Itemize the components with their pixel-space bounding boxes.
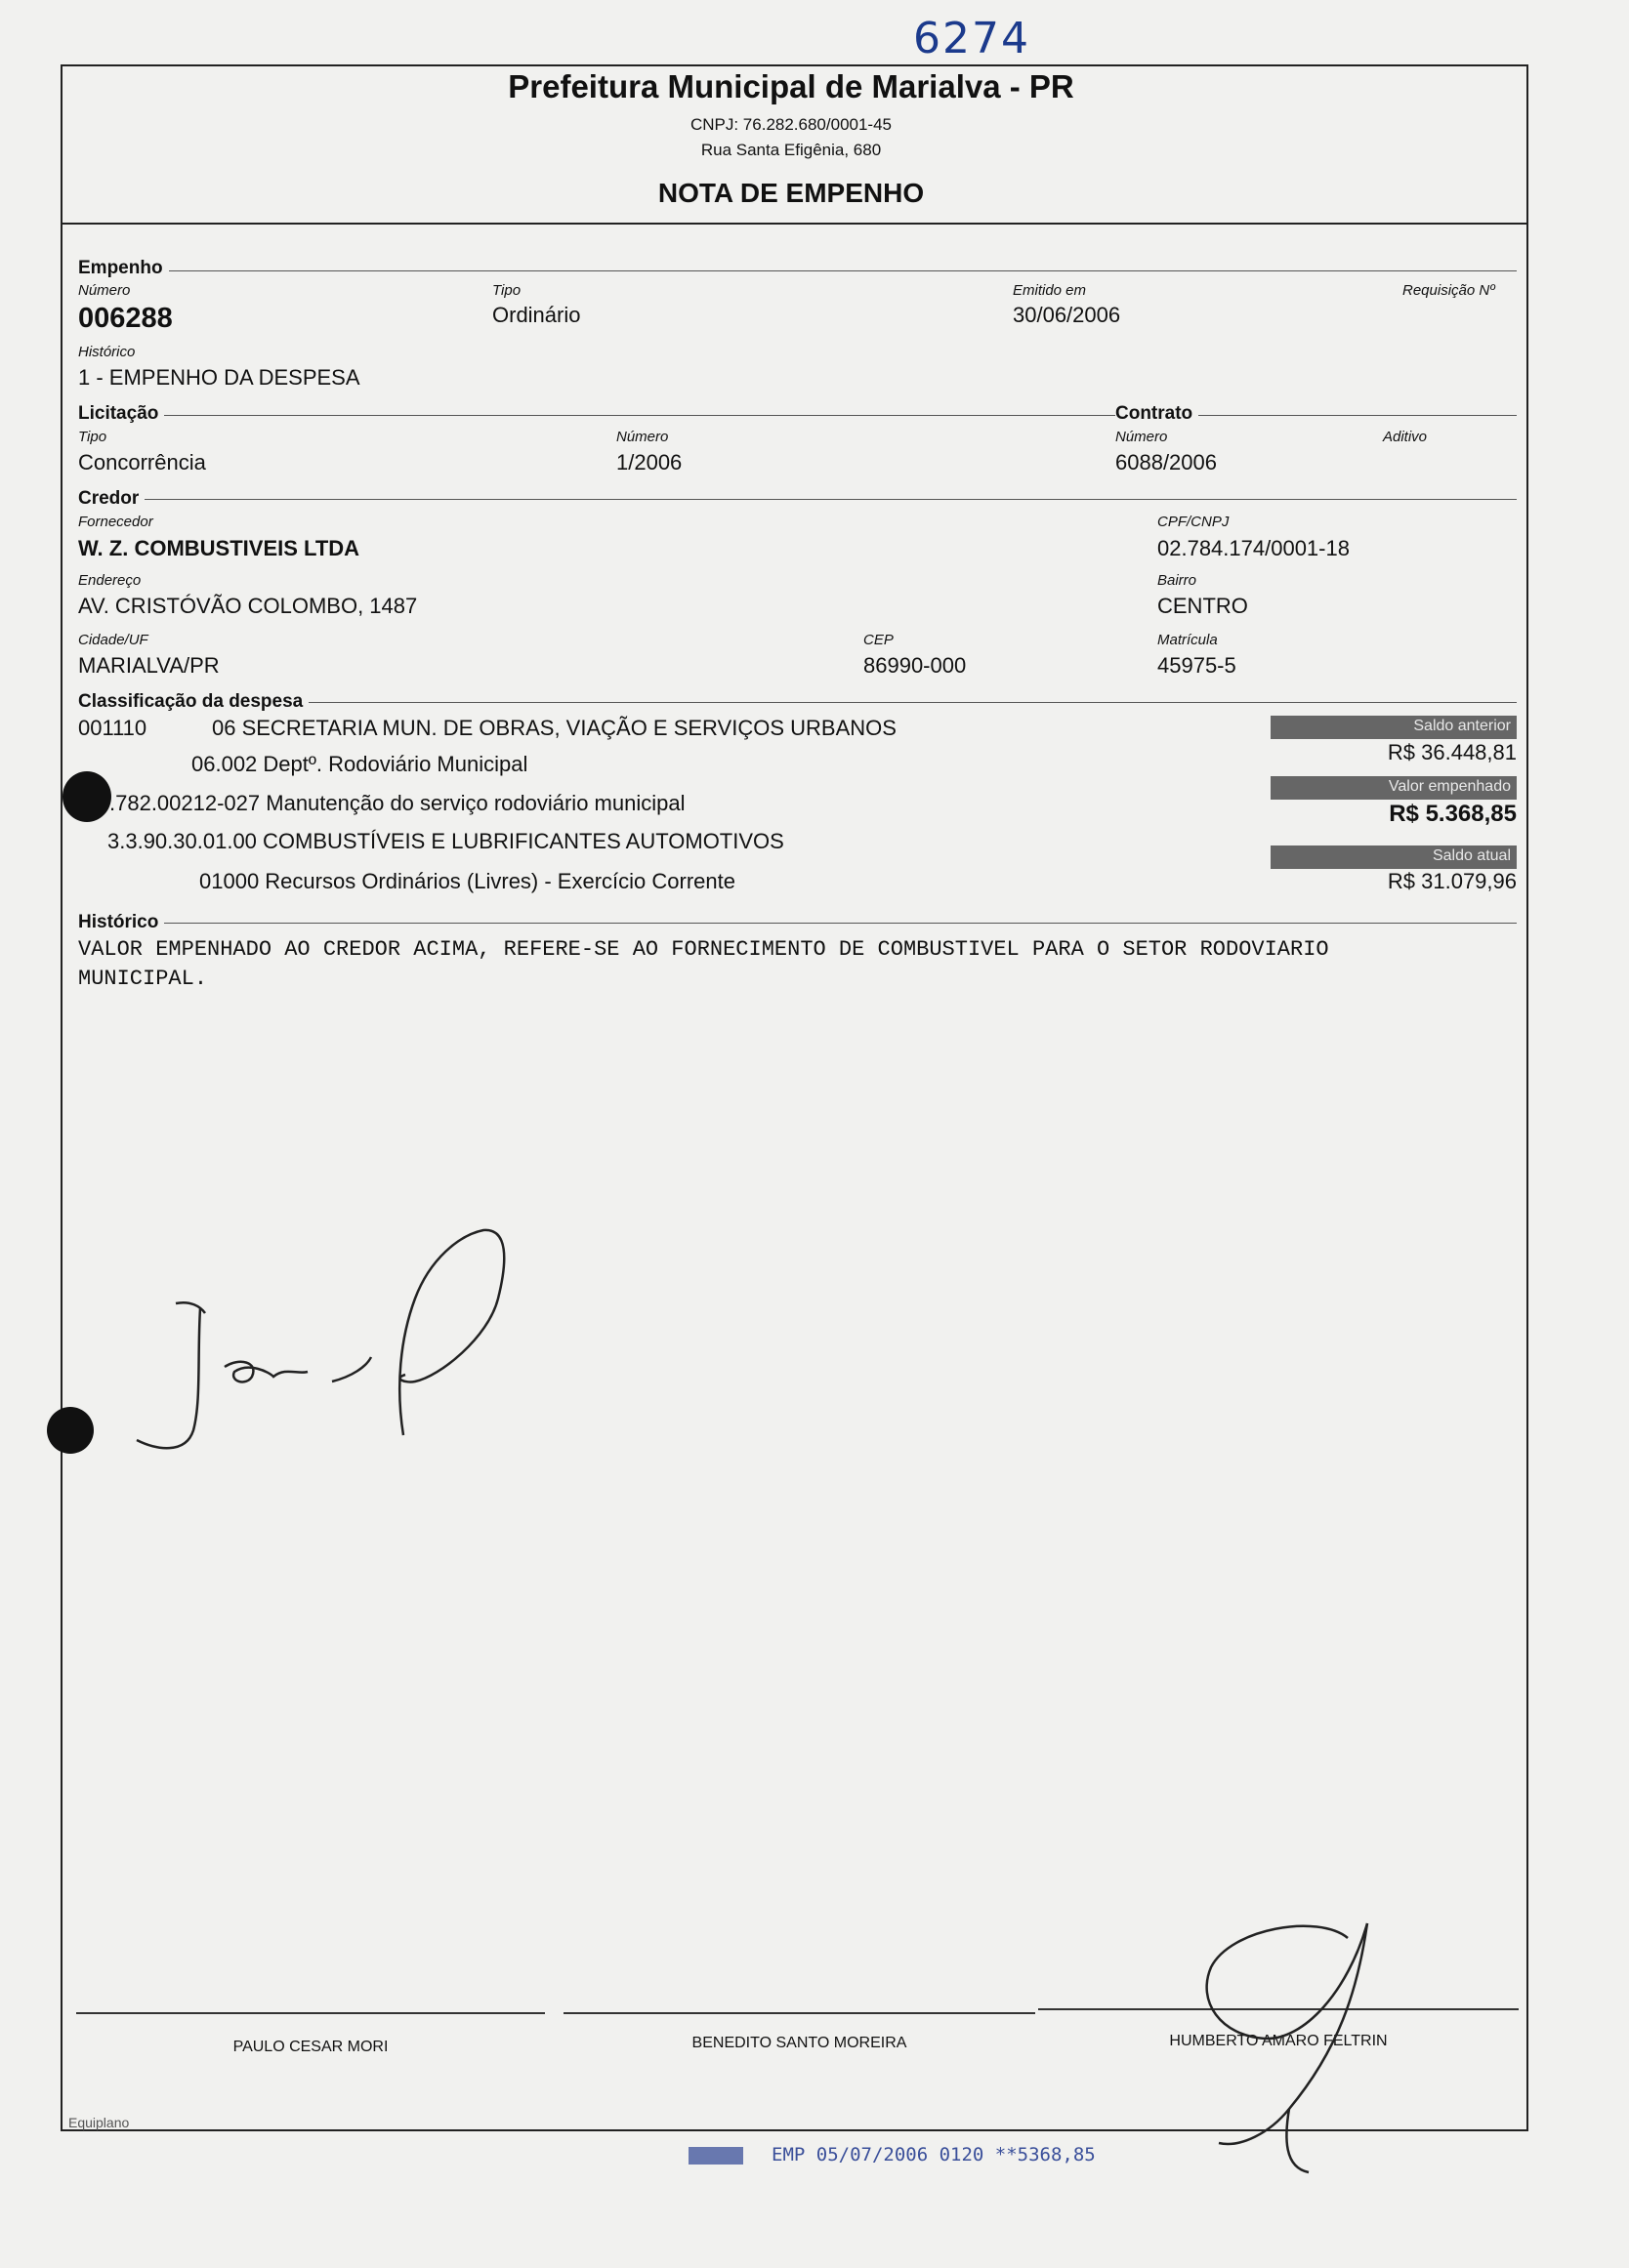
licitacao-tipo-label: Tipo — [78, 429, 107, 445]
valor-empenhado-label: Valor empenhado — [1271, 776, 1517, 800]
document-title: NOTA DE EMPENHO — [657, 178, 925, 208]
signatory-1: PAULO CESAR MORI — [232, 2039, 389, 2055]
emitido-label: Emitido em — [1013, 282, 1087, 299]
credor-cnpj: 02.784.174/0001-18 — [1157, 536, 1350, 560]
saldo-anterior-label: Saldo anterior — [1271, 716, 1517, 739]
classificacao-unidade: 06.002 Deptº. Rodoviário Municipal — [191, 752, 528, 776]
org-name: Prefeitura Municipal de Marialva - PR — [508, 68, 1074, 104]
licitacao-numero-label: Número — [616, 429, 669, 445]
historico-rule — [78, 923, 1517, 924]
licitacao-rule — [78, 415, 1517, 416]
licitacao-section-label: Licitação — [78, 403, 164, 425]
software-label: Equiplano — [68, 2115, 130, 2130]
saldo-atual-value: R$ 31.079,96 — [1387, 869, 1517, 893]
credor-matricula: 45975-5 — [1157, 653, 1236, 678]
org-address: Rua Santa Efigênia, 680 — [700, 141, 882, 159]
endereco-label: Endereço — [78, 572, 142, 589]
classificacao-code: 001110 — [78, 716, 147, 740]
stamp-logo — [689, 2147, 743, 2165]
saldo-anterior-value: R$ 36.448,81 — [1387, 740, 1517, 764]
classificacao-section-label: Classificação da despesa — [78, 691, 309, 713]
historico-section-label: Histórico — [78, 912, 164, 933]
contrato-section-label: Contrato — [1115, 403, 1198, 425]
empenho-tipo-label: Tipo — [492, 282, 522, 299]
saldo-atual-label: Saldo atual — [1271, 845, 1517, 869]
empenho-rule — [78, 270, 1517, 271]
ink-blot — [63, 771, 111, 822]
empenho-historico-label: Histórico — [78, 344, 136, 360]
org-cnpj: CNPJ: 76.282.680/0001-45 — [689, 115, 893, 134]
header-divider — [61, 223, 1528, 225]
matricula-label: Matrícula — [1157, 632, 1218, 648]
handwritten-number: 6274 — [913, 14, 1030, 63]
empenho-section-label: Empenho — [78, 258, 169, 279]
classificacao-programa: .782.00212-027 Manutenção do serviço rodoviário municipal — [109, 791, 686, 815]
handwritten-initials — [1172, 1914, 1406, 2206]
licitacao-tipo: Concorrência — [78, 450, 206, 474]
signature-line-2 — [564, 2012, 1035, 2014]
empenho-historico: 1 - EMPENHO DA DESPESA — [78, 365, 360, 390]
cidade-label: Cidade/UF — [78, 632, 148, 648]
historico-text-line1: VALOR EMPENHADO AO CREDOR ACIMA, REFERE-SE AO FORNECIMENTO DE COMBUSTIVEL PARA O SETOR RODOVIARIO — [78, 937, 1329, 962]
credor-section-label: Credor — [78, 488, 145, 510]
credor-endereco: AV. CRISTÓVÃO COLOMBO, 1487 — [78, 594, 418, 618]
bairro-label: Bairro — [1157, 572, 1197, 589]
classificacao-natureza: 3.3.90.30.01.00 COMBUSTÍVEIS E LUBRIFICANTES AUTOMOTIVOS — [107, 829, 784, 853]
credor-rule — [78, 499, 1517, 500]
valor-empenhado-value: R$ 5.368,85 — [1389, 801, 1517, 827]
requisicao-label: Requisição Nº — [1402, 282, 1495, 299]
signature-line-1 — [76, 2012, 545, 2014]
signatory-3: HUMBERTO AMARO FELTRIN — [1169, 2033, 1388, 2049]
fornecedor-label: Fornecedor — [78, 514, 153, 530]
empenho-numero: 006288 — [78, 303, 173, 334]
emitido-date: 30/06/2006 — [1013, 303, 1121, 327]
credor-cep: 86990-000 — [863, 653, 967, 678]
empenho-tipo: Ordinário — [492, 303, 581, 327]
licitacao-numero: 1/2006 — [616, 450, 683, 474]
contrato-numero: 6088/2006 — [1115, 450, 1217, 474]
empenho-numero-label: Número — [78, 282, 131, 299]
aditivo-label: Aditivo — [1383, 429, 1428, 445]
protocol-stamp: EMP 05/07/2006 0120 **5368,85 — [772, 2144, 1096, 2165]
handwritten-signature — [29, 1191, 537, 1484]
credor-cidade: MARIALVA/PR — [78, 653, 220, 678]
historico-text-line2: MUNICIPAL. — [78, 967, 208, 991]
cnpj-label: CPF/CNPJ — [1157, 514, 1230, 530]
contrato-numero-label: Número — [1115, 429, 1168, 445]
fornecedor-name: W. Z. COMBUSTIVEIS LTDA — [78, 536, 360, 560]
classificacao-orgao: 06 SECRETARIA MUN. DE OBRAS, VIAÇÃO E SERVIÇOS URBANOS — [212, 716, 897, 740]
credor-bairro: CENTRO — [1157, 594, 1248, 618]
cep-label: CEP — [863, 632, 894, 648]
signatory-2: BENEDITO SANTO MOREIRA — [691, 2035, 907, 2051]
classificacao-recurso: 01000 Recursos Ordinários (Livres) - Exercício Corrente — [199, 869, 735, 893]
